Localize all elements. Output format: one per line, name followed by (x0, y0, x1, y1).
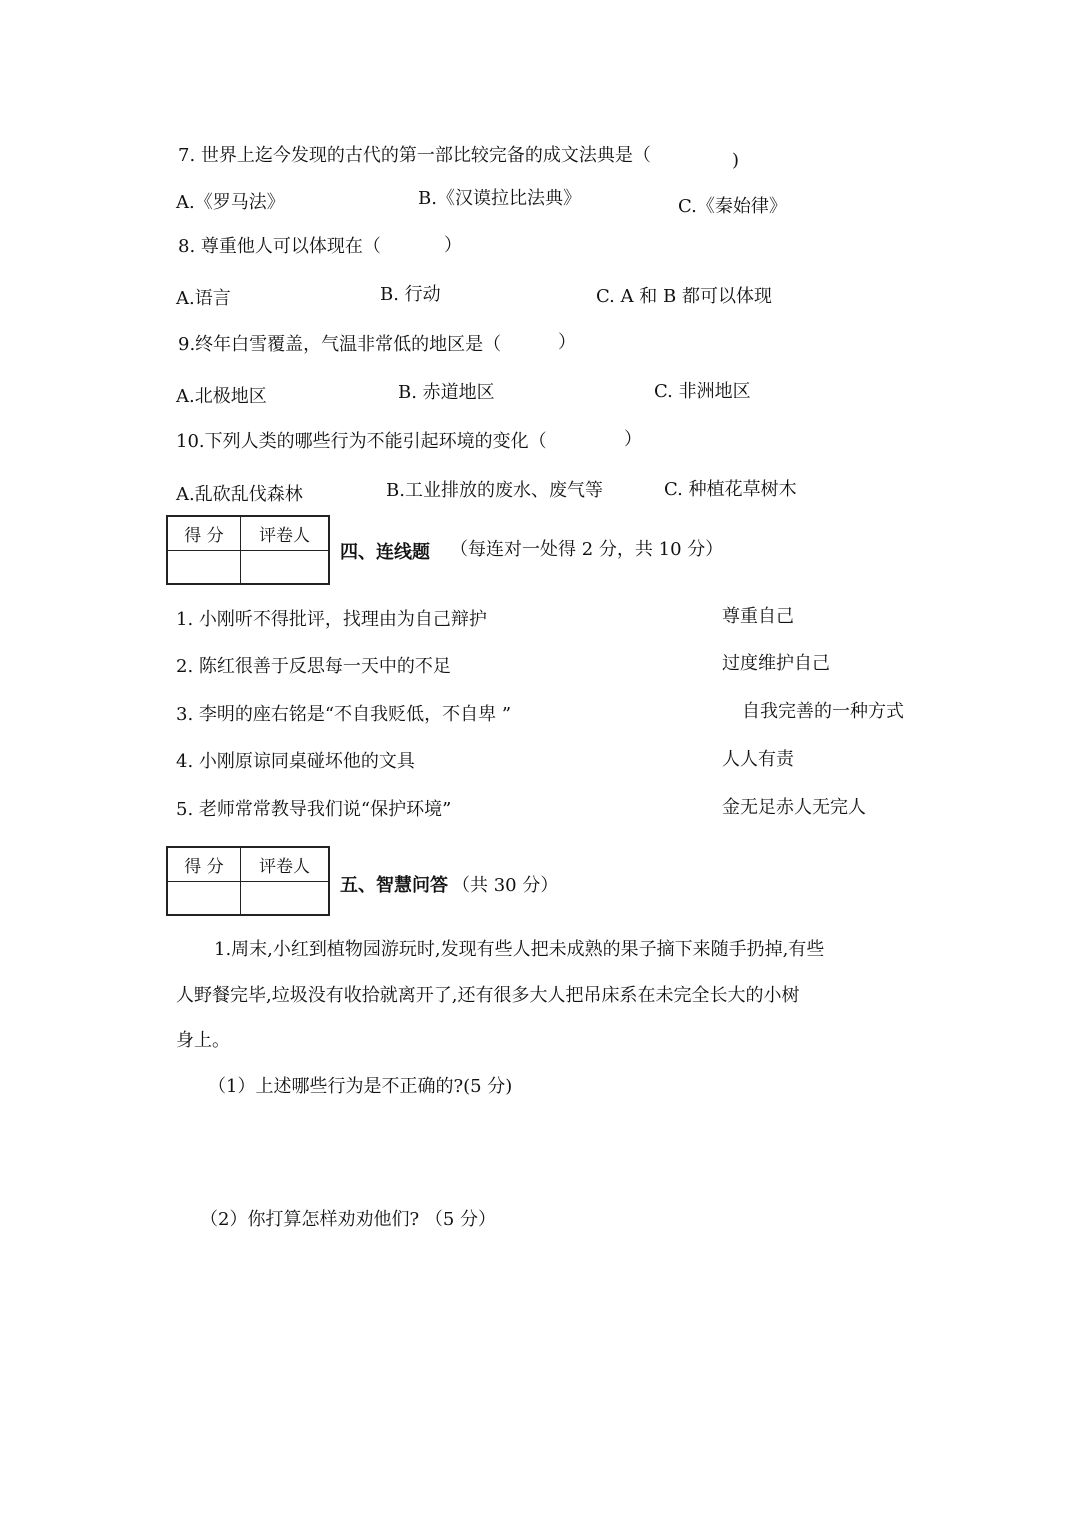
q8-option-a: A.语言 (176, 288, 231, 309)
match-right-item: 人人有责 (722, 749, 794, 770)
match-left-item: 2. 陈红很善于反思每一天中的不足 (176, 656, 451, 677)
grader-cell[interactable] (241, 881, 330, 915)
q9-close: ） (558, 332, 576, 353)
sub-question-2: （2）你打算怎样劝劝他们? （5 分） (200, 1209, 496, 1230)
q7-close: ) (732, 150, 740, 171)
q7-stem: 7. 世界上迄今发现的古代的第一部比较完备的成文法典是（ (178, 145, 651, 166)
q9-option-b: B. 赤道地区 (398, 382, 495, 403)
match-right-item: 过度维护自己 (722, 653, 830, 674)
section4-score-table (166, 515, 330, 585)
sub-question-1: （1）上述哪些行为是不正确的?(5 分) (208, 1076, 513, 1097)
score-header: 得 分 (167, 847, 241, 881)
section5-title: 五、智慧问答 (340, 875, 448, 896)
q10-close: ） (624, 429, 642, 450)
score-cell[interactable] (167, 550, 241, 584)
grader-cell[interactable] (241, 550, 330, 584)
q7-option-c: C.《秦始律》 (678, 196, 787, 217)
q9-stem: 9.终年白雪覆盖，气温非常低的地区是（ (178, 334, 502, 355)
q10-option-a: A.乱砍乱伐森林 (176, 484, 303, 505)
q7-option-b: B.《汉谟拉比法典》 (418, 188, 581, 209)
match-left-item: 1. 小刚听不得批评，找理由为自己辩护 (176, 609, 487, 630)
q10-stem: 10.下列人类的哪些行为不能引起环境的变化（ (176, 431, 547, 452)
score-header: 得 分 (167, 516, 241, 550)
match-right-item: 自我完善的一种方式 (742, 701, 904, 722)
score-cell[interactable] (167, 881, 241, 915)
passage-line: 身上。 (176, 1030, 230, 1051)
match-left-item: 4. 小刚原谅同桌碰坏他的文具 (176, 751, 415, 772)
passage-line: 1.周末,小红到植物园游玩时,发现有些人把未成熟的果子摘下来随手扔掉,有些 (214, 939, 825, 960)
q8-close: ） (444, 235, 462, 256)
match-left-item: 3. 李明的座右铭是“不自我贬低，不自卑 ” (176, 704, 512, 725)
q10-option-c: C. 种植花草树木 (664, 479, 797, 500)
section4-title: 四、连线题 (340, 542, 430, 563)
passage-line: 人野餐完毕,垃圾没有收拾就离开了,还有很多大人把吊床系在未完全长大的小树 (176, 985, 800, 1006)
section4-note: （每连对一处得 2 分，共 10 分） (450, 539, 724, 560)
q7-option-a: A.《罗马法》 (176, 192, 285, 213)
q8-stem: 8. 尊重他人可以体现在（ (178, 236, 381, 257)
q8-option-c: C. A 和 B 都可以体现 (596, 286, 772, 307)
grader-header: 评卷人 (241, 516, 330, 550)
section5-score-table (166, 846, 330, 916)
q9-option-c: C. 非洲地区 (654, 381, 751, 402)
match-right-item: 金无足赤人无完人 (722, 797, 866, 818)
grader-header: 评卷人 (241, 847, 330, 881)
match-right-item: 尊重自己 (722, 606, 794, 627)
match-left-item: 5. 老师常常教导我们说“保护环境” (176, 799, 452, 820)
q8-option-b: B. 行动 (380, 284, 441, 305)
section5-note: （共 30 分） (452, 875, 559, 896)
q9-option-a: A.北极地区 (176, 386, 267, 407)
q10-option-b: B.工业排放的废水、废气等 (386, 480, 603, 501)
